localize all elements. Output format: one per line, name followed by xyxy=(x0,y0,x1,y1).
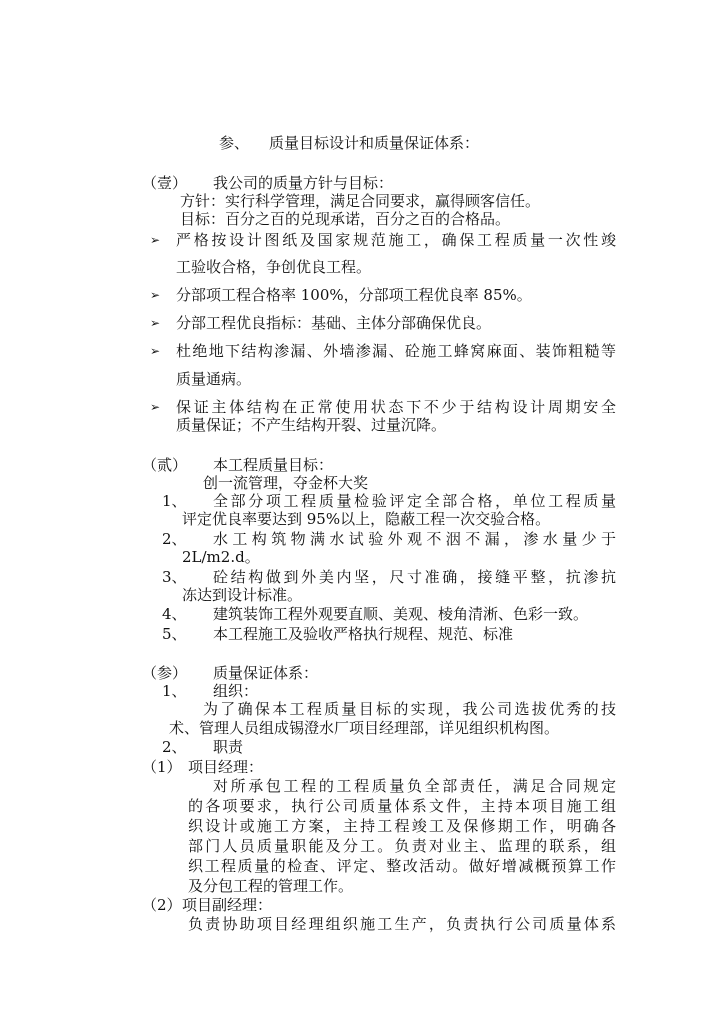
item-line: 全部分项工程质量检验评定全部合格，单位工程质量 xyxy=(213,492,616,510)
pm-line: 部门人员质量职能及分工。负责对业主、监理的联系，组 xyxy=(188,837,616,855)
pm-line: 对所承包工程的工程质量负全部责任，满足合同规定 xyxy=(213,777,616,795)
part2-subtitle: 创一流管理，夺金杯大奖 xyxy=(203,474,369,492)
pm-title: 项目经理： xyxy=(188,758,264,776)
item-number: 2、 xyxy=(162,530,187,548)
item-line: 砼结构做到外美内坚，尺寸准确，接缝平整，抗渗抗 xyxy=(213,568,616,586)
org-line: 术、管理人员组成锡澄水厂项目经理部，详见组织机构图。 xyxy=(169,719,560,737)
bullet-arrow-icon: ➢ xyxy=(150,400,161,414)
bullet-item-line: 分部项工程合格率 100%，分部项工程优良率 85%。 xyxy=(176,286,532,304)
part1-number: （壹） xyxy=(142,174,188,192)
org-number: 1、 xyxy=(162,682,187,700)
bullet-arrow-icon: ➢ xyxy=(150,316,161,330)
bullet-item-line: 工验收合格，争创优良工程。 xyxy=(176,258,372,276)
part2-title: 本工程质量目标： xyxy=(213,456,334,474)
item-line: 评定优良率要达到 95%以上，隐蔽工程一次交验合格。 xyxy=(182,510,551,528)
item-line: 本工程施工及验收严格执行规程、规范、标准 xyxy=(213,625,514,643)
part3-title: 质量保证体系： xyxy=(213,664,319,682)
item-line: 建筑装饰工程外观要直顺、美观、棱角清淅、色彩一致。 xyxy=(213,605,589,623)
bullet-arrow-icon: ➢ xyxy=(150,344,161,358)
item-line: 水工构筑物满水试验外观不洇不漏，渗水量少于 xyxy=(213,530,616,548)
bullet-arrow-icon: ➢ xyxy=(150,288,161,302)
bullet-item-line: 严格按设计图纸及国家规范施工，确保工程质量一次性竣 xyxy=(176,231,616,249)
quality-goal: 目标：百分之百的兑现承诺，百分之百的合格品。 xyxy=(180,210,511,228)
bullet-item-line: 杜绝地下结构渗漏、外墙渗漏、砼施工蜂窝麻面、装饰粗糙等 xyxy=(176,342,616,360)
pm-line: 织工程质量的检查、评定、整改活动。做好增减概预算工作 xyxy=(188,857,616,875)
bullet-item-line: 质量通病。 xyxy=(176,370,252,388)
pm-line: 的各项要求，执行公司质量体系文件，主持本项目施工组 xyxy=(188,797,616,815)
section-title: 质量目标设计和质量保证体系： xyxy=(269,134,480,152)
pm-line: 织设计或施工方案，主持工程竣工及保修期工作，明确各 xyxy=(188,817,616,835)
part2-number: （贰） xyxy=(142,456,188,474)
bullet-item-line: 分部工程优良指标：基础、主体分部确保优良。 xyxy=(176,314,492,332)
org-title: 组织： xyxy=(213,682,259,700)
dpm-number: （2） xyxy=(142,896,182,914)
dpm-line: 负责协助项目经理组织施工生产，负责执行公司质量体系 xyxy=(188,915,616,933)
item-line: 冻达到设计标准。 xyxy=(182,586,303,604)
item-number: 1、 xyxy=(162,492,187,510)
pm-line: 及分包工程的管理工作。 xyxy=(188,877,354,895)
bullet-item-line: 质量保证；不产生结构开裂、过量沉降。 xyxy=(176,416,447,434)
bullet-arrow-icon: ➢ xyxy=(150,233,161,247)
duty-title: 职责 xyxy=(213,738,244,756)
bullet-item-line: 保证主体结构在正常使用状态下不少于结构设计周期安全 xyxy=(176,398,616,416)
item-number: 3、 xyxy=(162,568,187,586)
section-number: 参、 xyxy=(219,134,250,152)
item-number: 5、 xyxy=(162,625,187,643)
item-line: 2L/m2.d。 xyxy=(182,548,260,566)
org-line: 为了确保本工程质量目标的实现，我公司选拔优秀的技 xyxy=(203,700,616,718)
part3-number: （参） xyxy=(142,664,188,682)
quality-policy: 方针：实行科学管理，满足合同要求，赢得顾客信任。 xyxy=(180,192,541,210)
duty-number: 2、 xyxy=(162,738,187,756)
pm-number: （1） xyxy=(142,758,182,776)
dpm-title: 项目副经理： xyxy=(182,896,273,914)
part1-title: 我公司的质量方针与目标： xyxy=(213,174,394,192)
item-number: 4、 xyxy=(162,605,187,623)
